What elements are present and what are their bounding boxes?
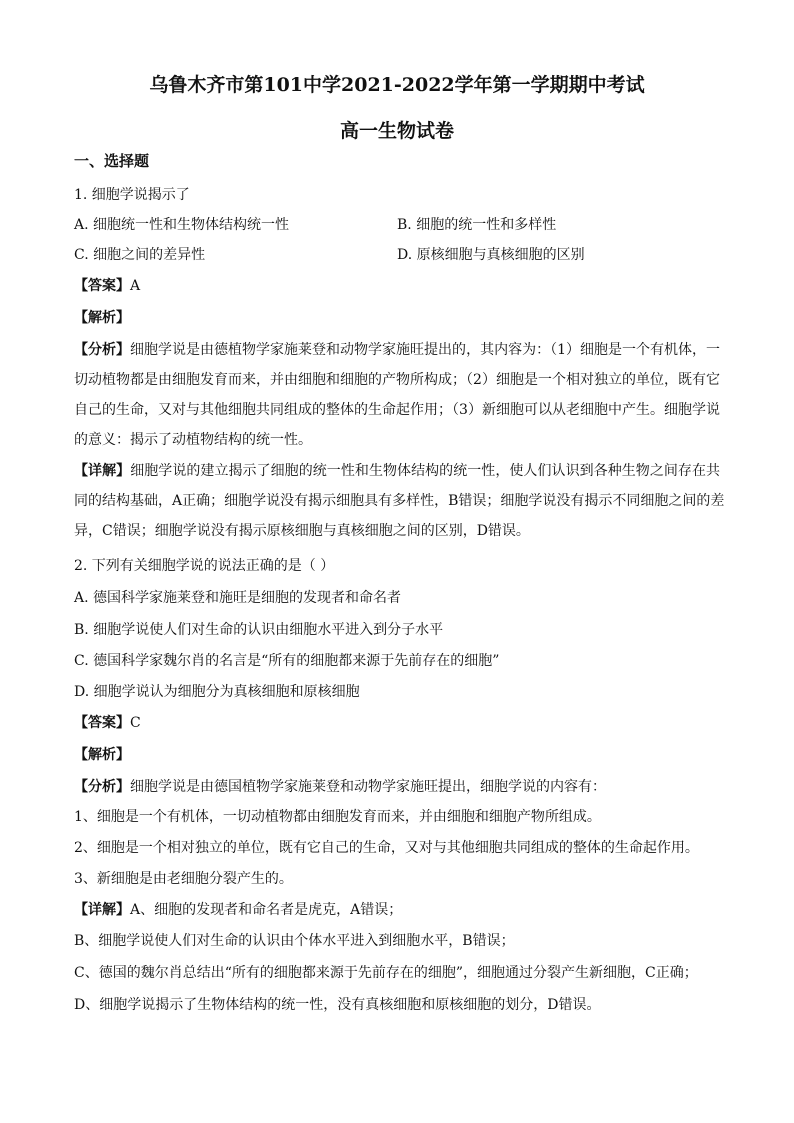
answer-tag: 【答案】 bbox=[74, 715, 130, 731]
exam-title: 乌鲁木齐市第101中学2021-2022学年第一学期期中考试 bbox=[149, 74, 645, 96]
q2-analysis-line: 【分析】细胞学说是由德国植物学家施莱登和动物学家施旺提出，细胞学说的内容有： bbox=[74, 779, 606, 795]
q1-option-d: D. 原核细胞与真核细胞的区别 bbox=[397, 247, 585, 263]
q2-option-a: A. 德国科学家施莱登和施旺是细胞的发现者和命名者 bbox=[74, 590, 402, 606]
answer-value: C bbox=[130, 715, 141, 731]
q2-option-c: C. 德国科学家魏尔肖的名言是“所有的细胞都来源于先前存在的细胞” bbox=[74, 653, 500, 669]
q2-detail-line: D、细胞学说揭示了生物体结构的统一性，没有真核细胞和原核细胞的划分，D错误。 bbox=[74, 997, 601, 1013]
q1-analysis-line: 的意义：揭示了动植物结构的统一性。 bbox=[74, 432, 312, 448]
answer-tag: 【答案】 bbox=[74, 278, 130, 294]
q1-detail-line: 异，C错误；细胞学说没有揭示原核细胞与真核细胞之间的区别，D错误。 bbox=[74, 523, 530, 539]
q2-option-d: D. 细胞学说认为细胞分为真核细胞和原核细胞 bbox=[74, 684, 360, 700]
q2-detail-line: 【详解】A、细胞的发现者和命名者是虎克，A错误； bbox=[74, 902, 403, 918]
q1-analysis-line: 自己的生命，又对与其他细胞共同组成的整体的生命起作用；（3）新细胞可以从老细胞中产生。细胞学说 bbox=[74, 402, 720, 418]
analysis-tag: 【分析】 bbox=[74, 342, 131, 358]
q1-option-a: A. 细胞统一性和生物体结构统一性 bbox=[74, 217, 290, 233]
q1-analysis-line: 切动植物都是由细胞发育而来，并由细胞和细胞的产物所构成；（2）细胞是一个相对独立的单位，既有它 bbox=[74, 372, 720, 388]
section-heading: 一、选择题 bbox=[74, 152, 150, 170]
q2-detail-line: B、细胞学说使人们对生命的认识由个体水平进入到细胞水平，B错误； bbox=[74, 933, 515, 949]
exam-subtitle: 高一生物试卷 bbox=[339, 120, 454, 142]
q1-detail-line: 【详解】细胞学说的建立揭示了细胞的统一性和生物体结构的统一性，使人们认识到各种生物之间存在共 bbox=[74, 463, 721, 479]
q1-option-b: B. 细胞的统一性和多样性 bbox=[397, 217, 557, 233]
q2-point: 3、新细胞是由老细胞分裂产生的。 bbox=[74, 871, 293, 887]
q2-jiexi: 【解析】 bbox=[74, 747, 130, 763]
q1-stem: 1. 细胞学说揭示了 bbox=[74, 187, 190, 203]
q2-option-b: B. 细胞学说使人们对生命的认识由细胞水平进入到分子水平 bbox=[74, 622, 444, 638]
q1-answer bbox=[74, 275, 140, 295]
q2-answer bbox=[74, 712, 141, 732]
q2-stem: 2. 下列有关细胞学说的说法正确的是（ ） bbox=[74, 558, 335, 574]
q1-option-c: C. 细胞之间的差异性 bbox=[74, 247, 206, 263]
q2-point: 1、细胞是一个有机体，一切动植物都由细胞发育而来，并由细胞和细胞产物所组成。 bbox=[74, 809, 601, 825]
q1-jiexi: 【解析】 bbox=[74, 310, 130, 326]
analysis-tag: 【分析】 bbox=[74, 779, 130, 795]
q1-analysis-line: 【分析】细胞学说是由德植物学家施莱登和动物学家施旺提出的，其内容为：（1）细胞是一个有机体，一 bbox=[74, 342, 721, 358]
q1-detail-line: 同的结构基础，A正确；细胞学说没有揭示细胞具有多样性，B错误；细胞学说没有揭示不同细胞之间的差 bbox=[74, 493, 725, 509]
detail-tag: 【详解】 bbox=[74, 463, 131, 479]
q2-point: 2、细胞是一个相对独立的单位，既有它自己的生命，又对与其他细胞共同组成的整体的生命起作用。 bbox=[74, 840, 699, 856]
answer-value: A bbox=[130, 278, 141, 294]
detail-tag: 【详解】 bbox=[74, 902, 130, 918]
q2-detail-line: C、德国的魏尔肖总结出“所有的细胞都来源于先前存在的细胞”，细胞通过分裂产生新细胞，C正确； bbox=[74, 965, 698, 981]
